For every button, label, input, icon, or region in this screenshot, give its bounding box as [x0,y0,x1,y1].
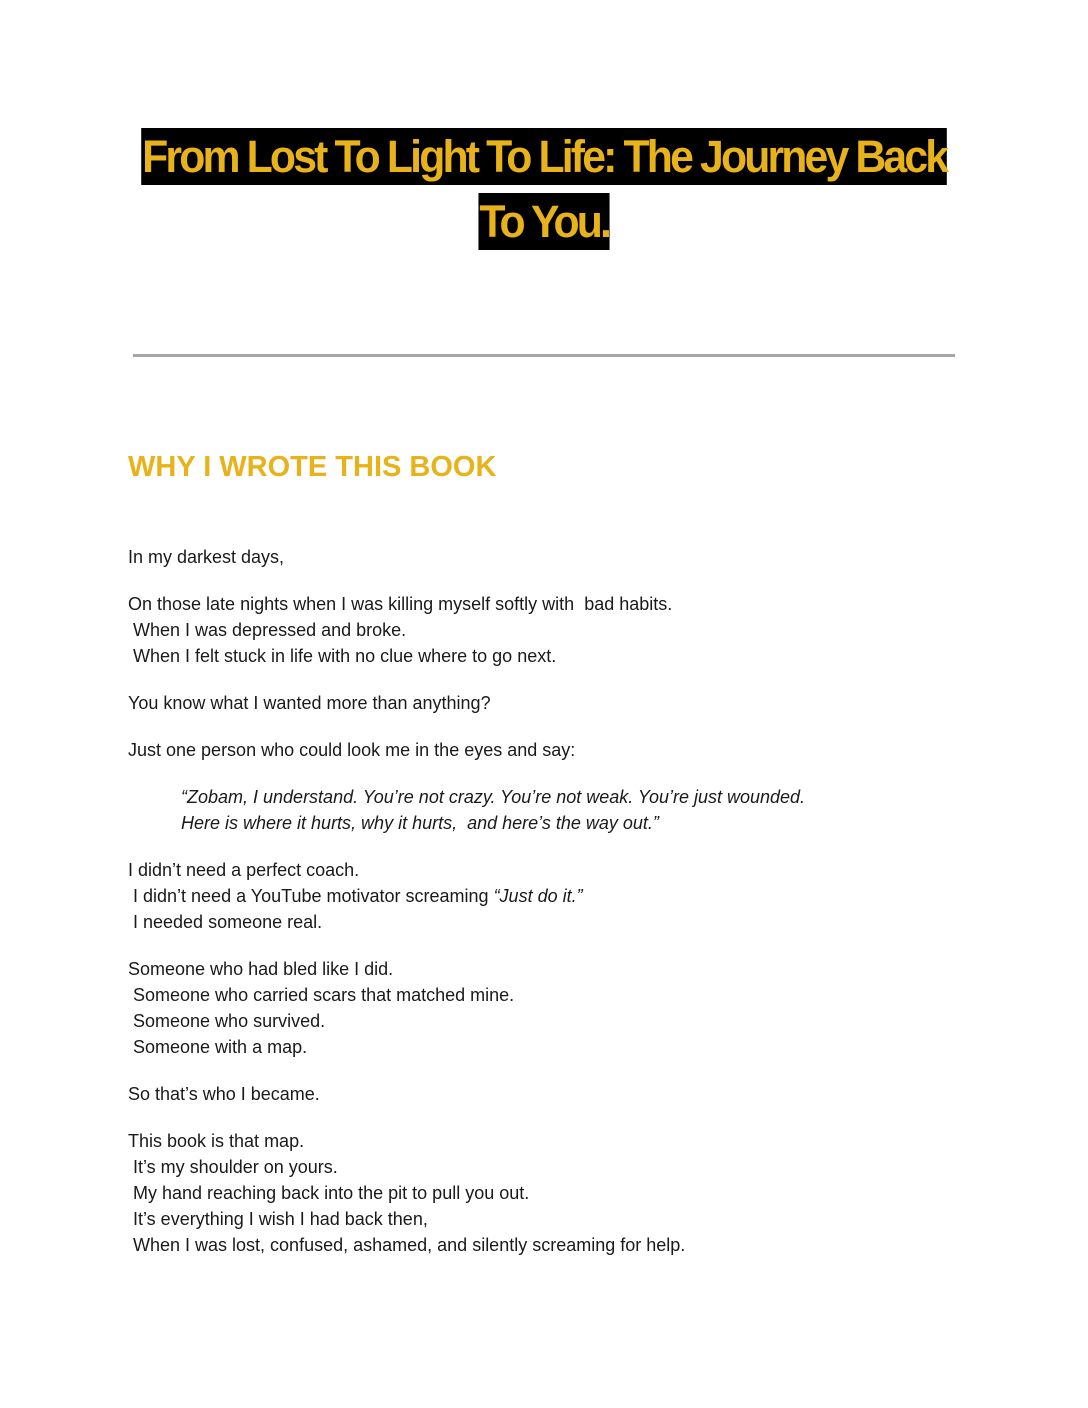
section-heading: WHY I WROTE THIS BOOK [128,451,497,483]
text-line: It’s everything I wish I had back then, [128,1209,428,1229]
text-line: It’s my shoulder on yours. [128,1157,338,1177]
text-line: Someone who had bled like I did. [128,959,394,979]
book-title [100,128,988,250]
text-line: When I was depressed and broke. [128,620,407,640]
horizontal-divider [133,354,955,357]
paragraph [128,544,988,570]
paragraph [128,591,988,669]
text-line: I needed someone real. [128,912,323,932]
paragraph [128,1081,988,1107]
book-title-line-2: To You. [478,193,610,250]
text-line: On those late nights when I was killing myself softly with bad habits. [128,594,673,614]
paragraph [128,737,988,763]
text-segment: I didn’t need a YouTube motivator screaming [128,886,494,906]
text-line: In my darkest days, [128,547,285,567]
body-text [128,544,988,1279]
text-line: My hand reaching back into the pit to pull you out. [128,1183,530,1203]
quote-line: Here is where it hurts, why it hurts, and here’s the way out.” [181,813,659,833]
quote-line: “Zobam, I understand. You’re not crazy. You’re not weak. You’re just wounded. [181,787,806,807]
book-title-line-1: From Lost To Light To Life: The Journey Back [141,128,947,185]
block-quote [181,784,988,836]
text-line: So that’s who I became. [128,1084,320,1104]
text-line: You know what I wanted more than anything? [128,693,491,713]
text-line: I didn’t need a perfect coach. [128,860,360,880]
text-line: When I was lost, confused, ashamed, and silently screaming for help. [128,1235,686,1255]
paragraph [128,857,988,935]
text-line: When I felt stuck in life with no clue where to go next. [128,646,557,666]
text-line: Someone with a map. [128,1037,308,1057]
text-line: Someone who carried scars that matched mine. [128,985,515,1005]
text-line: This book is that map. [128,1131,305,1151]
paragraph [128,690,988,716]
text-line: Just one person who could look me in the eyes and say: [128,740,576,760]
text-line [128,883,988,909]
paragraph [128,1128,988,1258]
paragraph [128,956,988,1060]
emphasis-text: “Just do it.” [493,886,583,906]
text-line: Someone who survived. [128,1011,326,1031]
